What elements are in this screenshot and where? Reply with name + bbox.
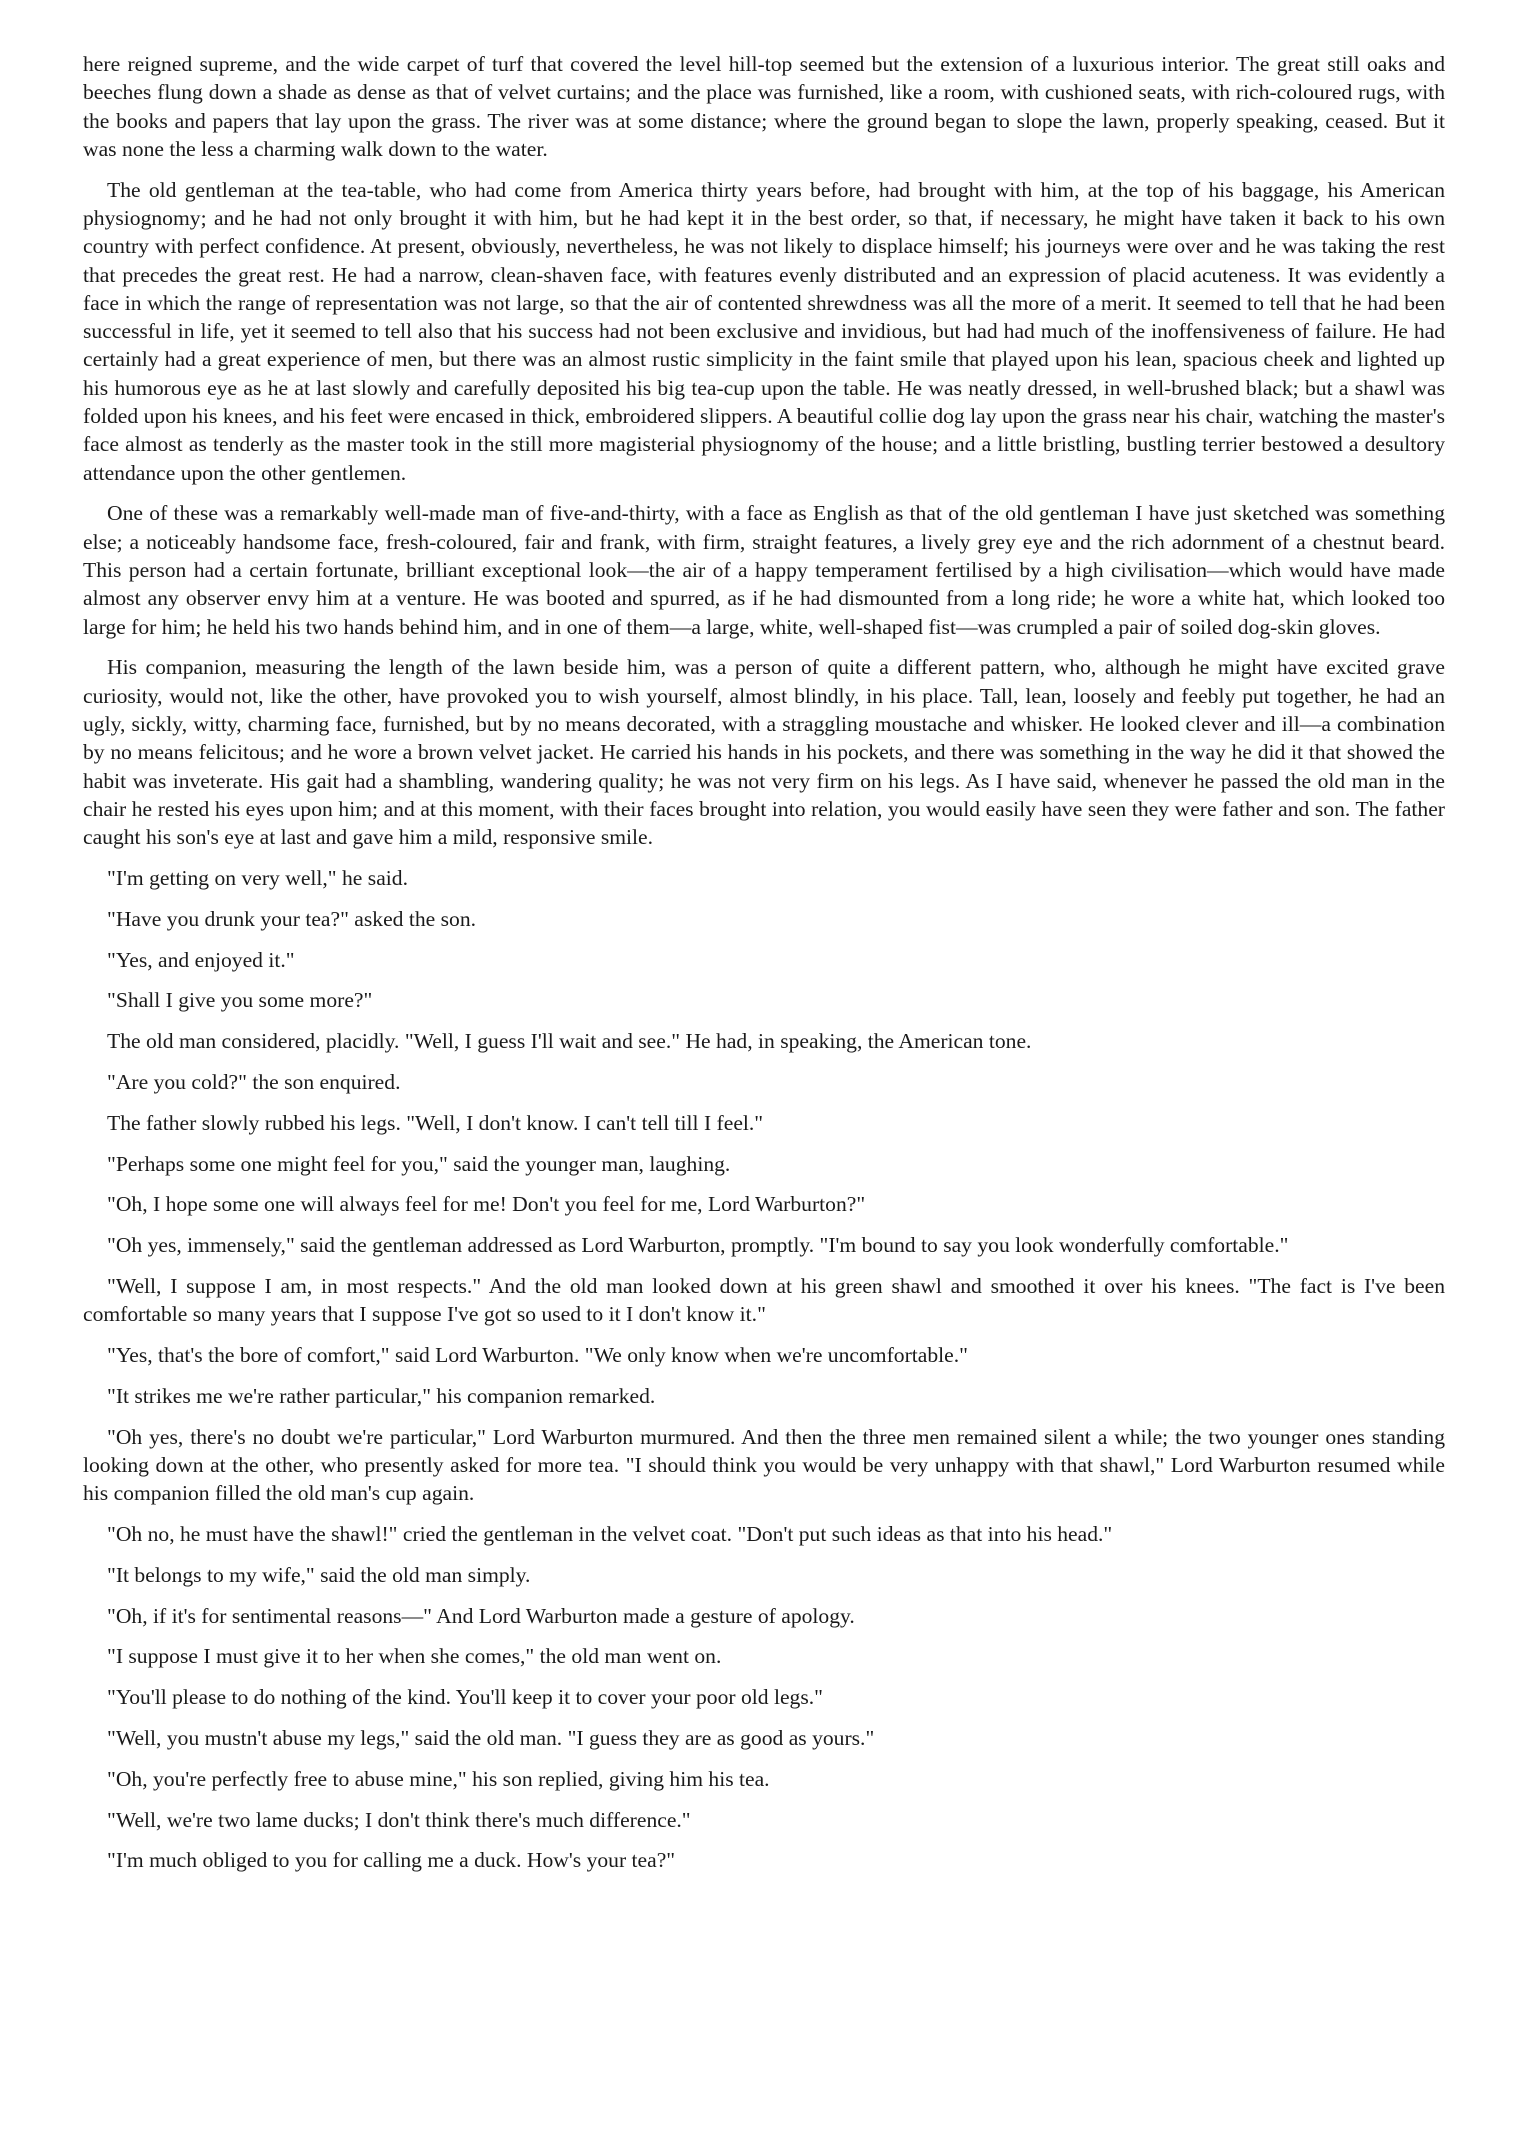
dialogue-line: "I suppose I must give it to her when she comes," the old man went on.: [107, 1644, 722, 1669]
dialogue-line: "Oh, I hope some one will always feel for me! Don't you feel for me, Lord Warburton?": [107, 1192, 866, 1217]
dialogue-line: The old man considered, placidly. "Well, I guess I'll wait and see." He had, in speaking, the American tone.: [107, 1029, 1032, 1054]
paragraph: here reigned supreme, and the wide carpet of turf that covered the level hill-top seemed but the extension of a luxurious interior. The great still oaks and beeches flung down a shade as dense as that of velvet curtains; and the place was furnished, like a room, with cushioned seats, with rich-coloured rugs, with the books and papers that lay upon the grass. The river was at some distance; where the ground began to slope the lawn, properly speaking, ceased. But it was none the less a charming walk down to the water.: [83, 52, 1445, 161]
dialogue-line: "It strikes me we're rather particular," his companion remarked.: [107, 1383, 656, 1408]
paragraph: One of these was a remarkably well-made man of five-and-thirty, with a face as English as that of the old gentleman I have just sketched was something else; a noticeably handsome face, fresh-coloured, fair and frank, with firm, straight features, a lively grey eye and the rich adornment of a chestnut beard. This person had a certain fortunate, brilliant exceptional look—the air of a happy temperament fertilised by a high civilisation—which would have made almost any observer envy him at a venture. He was booted and spurred, as if he had dismounted from a long ride; he wore a white hat, which looked too large for him; he held his two hands behind him, and in one of them—a large, white, well-shaped fist—was crumpled a pair of soiled dog-skin gloves.: [83, 501, 1445, 639]
dialogue-line: "I'm getting on very well," he said.: [107, 866, 408, 891]
dialogue-line: "Oh yes, there's no doubt we're particular," Lord Warburton murmured. And then the three men remained silent a while; the two younger ones standing looking down at the other, who presently asked for more tea. "I should think you would be very unhappy with that shawl," Lord Warburton resumed while his companion filled the old man's cup again.: [83, 1424, 1445, 1506]
paragraph: His companion, measuring the length of the lawn beside him, was a person of quite a different pattern, who, although he might have excited grave curiosity, would not, like the other, have provoked you to wish yourself, almost blindly, in his place. Tall, lean, loosely and feebly put together, he had an ugly, sickly, witty, charming face, furnished, but by no means decorated, with a straggling moustache and whisker. He looked clever and ill—a combination by no means felicitous; and he wore a brown velvet jacket. He carried his hands in his pockets, and there was something in the way he did it that showed the habit was inveterate. His gait had a shambling, wandering quality; he was not very firm on his legs. As I have said, whenever he passed the old man in the chair he rested his eyes upon him; and at this moment, with their faces brought into relation, you would easily have seen they were father and son. The father caught his son's eye at last and gave him a mild, responsive smile.: [83, 655, 1445, 850]
dialogue-line: "Yes, and enjoyed it.": [107, 947, 295, 972]
dialogue-line: "Are you cold?" the son enquired.: [107, 1070, 401, 1094]
dialogue-line: "I'm much obliged to you for calling me a duck. How's your tea?": [107, 1848, 676, 1873]
dialogue-line: "Oh, if it's for sentimental reasons—" And Lord Warburton made a gesture of apology.: [107, 1603, 855, 1628]
dialogue-line: "Well, I suppose I am, in most respects." And the old man looked down at his green shawl and smoothed it over his knees. "The fact is I've been comfortable so many years that I suppose I've got so used to it I don't know it.": [83, 1273, 1445, 1327]
dialogue-line: "You'll please to do nothing of the kind. You'll keep it to cover your poor old legs.": [107, 1685, 823, 1710]
dialogue-line: "Oh yes, immensely," said the gentleman addressed as Lord Warburton, promptly. "I'm bound to say you look wonderfully comfortable.": [107, 1233, 1289, 1258]
dialogue-line: "Oh, you're perfectly free to abuse mine," his son replied, giving him his tea.: [107, 1766, 770, 1791]
dialogue-line: "It belongs to my wife," said the old man simply.: [107, 1562, 531, 1587]
dialogue-line: "Perhaps some one might feel for you," said the younger man, laughing.: [107, 1151, 731, 1176]
dialogue-line: "Oh no, he must have the shawl!" cried the gentleman in the velvet coat. "Don't put such ideas as that into his head.": [107, 1522, 1113, 1547]
dialogue-line: "Have you drunk your tea?" asked the son.: [107, 906, 477, 931]
dialogue-line: "Shall I give you some more?": [107, 988, 373, 1013]
paragraph: The old gentleman at the tea-table, who had come from America thirty years before, had brought with him, at the top of his baggage, his American physiognomy; and he had not only brought it with him, but he had kept it in the best order, so that, if necessary, he might have taken it back to his own country with perfect confidence. At present, obviously, nevertheless, he was not likely to displace himself; his journeys were over and he was taking the rest that precedes the great rest. He had a narrow, clean-shaven face, with features evenly distributed and an expression of placid acuteness. It was evidently a face in which the range of representation was not large, so that the air of contented shrewdness was all the more of a merit. It seemed to tell that he had been successful in life, yet it seemed to tell also that his success had not been exclusive and invidious, but had had much of the inoffensiveness of failure. He had certainly had a great experience of men, but there was an almost rustic simplicity in the faint smile that played upon his lean, spacious cheek and lighted up his humorous eye as he at last slowly and carefully deposited his big tea-cup upon the table. He was neatly dressed, in well-brushed black; but a shawl was folded upon his knees, and his feet were encased in thick, embroidered slippers. A beautiful collie dog lay upon the grass near his chair, watching the master's face almost as tenderly as the master took in the still more magisterial physiognomy of the house; and a little bristling, bustling terrier bestowed a desultory attendance upon the other gentlemen.: [83, 177, 1445, 485]
dialogue-line: "Well, you mustn't abuse my legs," said the old man. "I guess they are as good as yours.": [107, 1726, 875, 1751]
dialogue-line: The father slowly rubbed his legs. "Well, I don't know. I can't tell till I feel.": [107, 1110, 764, 1135]
dialogue-line: "Yes, that's the bore of comfort," said Lord Warburton. "We only know when we're uncomfortable.": [107, 1343, 968, 1368]
dialogue-line: "Well, we're two lame ducks; I don't think there's much difference.": [107, 1807, 691, 1832]
document-page: [83, 50, 1445, 1887]
